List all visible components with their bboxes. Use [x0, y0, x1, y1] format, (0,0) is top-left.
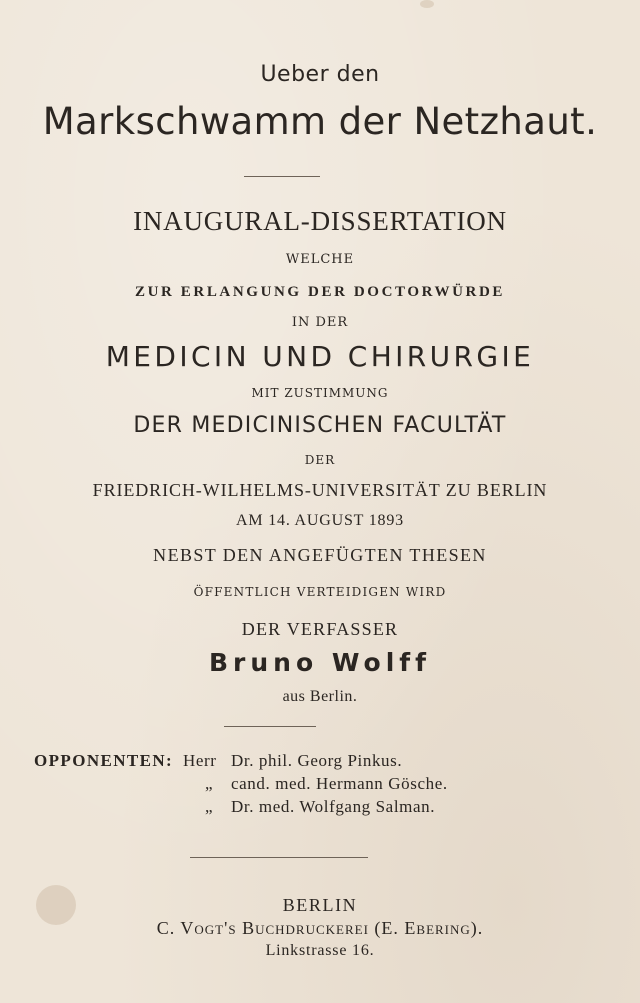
imprint-city: BERLIN — [282, 895, 358, 915]
verfasser-line: DER VERFASSER — [241, 619, 399, 639]
erlangung-line: ZUR ERLANGUNG DER DOCTORWÜRDE — [134, 284, 506, 300]
verteidigen-line: ÖFFENTLICH VERTEIDIGEN WIRD — [193, 585, 447, 599]
imprint-divider — [190, 857, 368, 858]
author-name: Bruno Wolff — [208, 648, 432, 677]
welche-line: WELCHE — [285, 252, 355, 267]
paper-stain — [420, 0, 434, 8]
title-divider — [244, 176, 320, 177]
opponent-ditto-1: „ — [205, 774, 214, 793]
title-line-1: Ueber den — [260, 62, 380, 87]
author-origin: aus Berlin. — [282, 688, 358, 705]
zustimmung-line: MIT ZUSTIMMUNG — [251, 386, 389, 400]
imprint-address: Linkstrasse 16. — [265, 942, 375, 959]
author-divider — [224, 726, 316, 727]
opponent-ditto-2: „ — [205, 797, 214, 816]
thesen-line: NEBST DEN ANGEFÜGTEN THESEN — [153, 545, 487, 565]
opponent-name-1: Dr. phil. Georg Pinkus. — [231, 751, 403, 770]
opponent-name-3: Dr. med. Wolfgang Salman. — [231, 797, 436, 816]
der-line: DER — [304, 453, 336, 467]
title-line-2: Markschwamm der Netzhaut. — [42, 100, 598, 143]
medicin-heading: MEDICIN UND CHIRURGIE — [105, 340, 535, 373]
facultaet-heading: DER MEDICINISCHEN FACULTÄT — [133, 413, 507, 438]
opponent-name-2: cand. med. Hermann Gösche. — [231, 774, 448, 793]
dissertation-heading: INAUGURAL-DISSERTATION — [133, 206, 507, 236]
opponents-label: OPPONENTEN: — [34, 751, 174, 770]
opponent-title-herr: Herr — [183, 751, 217, 770]
university-line: FRIEDRICH-WILHELMS-UNIVERSITÄT ZU BERLIN — [92, 480, 548, 500]
in-der-line: IN DER — [291, 315, 349, 330]
imprint-printer: C. Vogt's Buchdruckerei (E. Ebering). — [156, 918, 484, 938]
date-line: AM 14. AUGUST 1893 — [236, 512, 404, 529]
